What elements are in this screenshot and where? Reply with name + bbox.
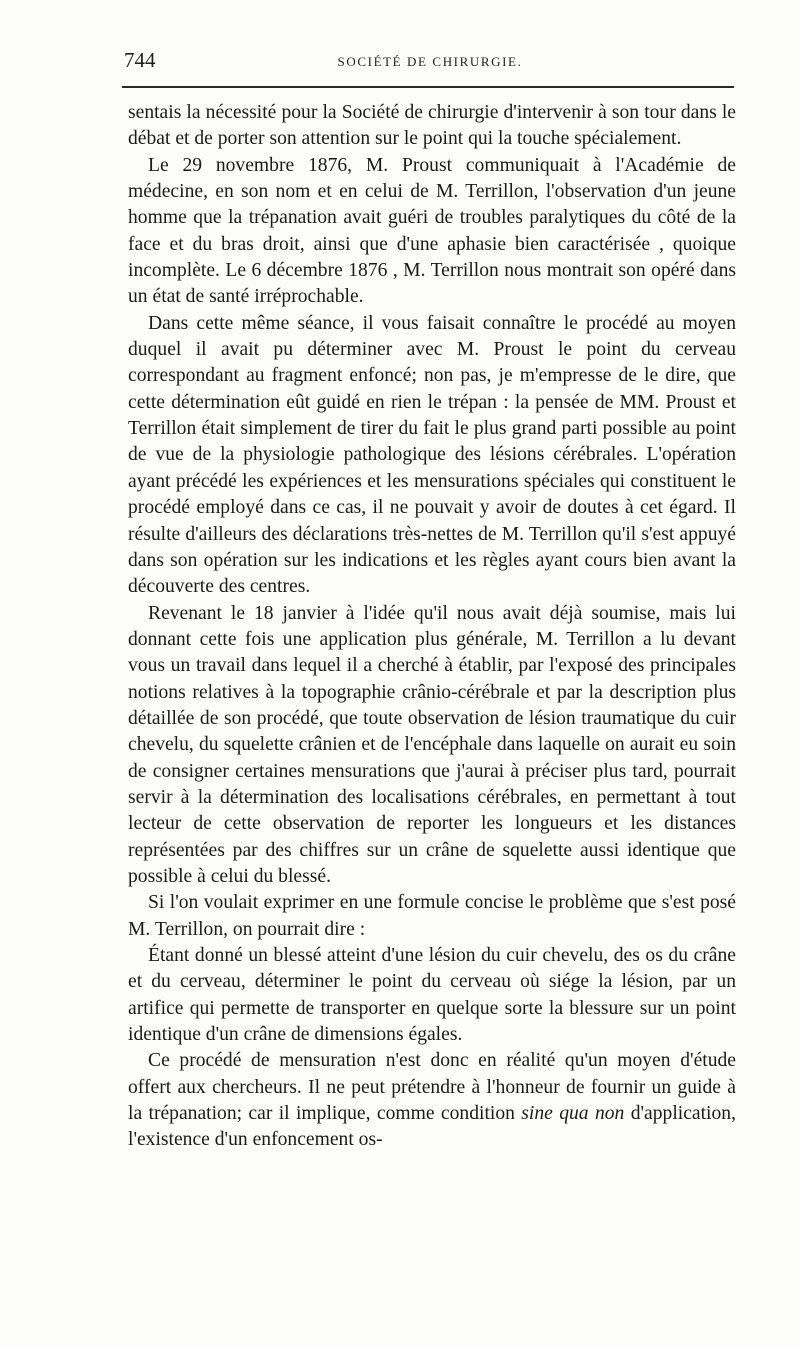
paragraph: Le 29 novembre 1876, M. Proust communiquait à l'Académie de médecine, en son nom et en celui de M. Terrillon, l'observation d'un jeune homme que la trépanation avait guéri de troubles paralytiques du côté de la face et du bras droit, ainsi que d'une aphasie bien caractérisée , quoique incomplète. Le 6 décembre 1876 , M. Terrillon nous montrait son opéré dans un état de santé irréprochable. [128,154,736,308]
page-number: 744 [124,48,156,72]
paragraph-final [128,1048,736,1153]
body-text [128,100,736,1154]
paragraph: Dans cette même séance, il vous faisait connaître le procédé au moyen duquel il avait pu déterminer avec M. Proust le point du cerveau correspondant au fragment enfoncé; non pas, je m'empresse de le dire, que cette détermination eût guidé en rien le trépan : la pensée de MM. Proust et Terrillon était simplement de tirer du fait le plus grand parti possible au point de vue de la physiologie pathologique des lésions cérébrales. L'opération ayant précédé les expériences et les mensurations spéciales qui constituent le procédé employé dans ce cas, il ne pouvait y avoir de doutes à cet égard. Il résulte d'ailleurs des déclarations très-nettes de M. Terrillon qu'il s'est appuyé dans son opération sur les indications et les règles ayant cours bien avant la découverte des centres. [128,312,736,598]
header-rule [122,86,734,88]
paragraph-continuation: sentais la nécessité pour la Société de chirurgie d'intervenir à son tour dans le débat et de porter son attention sur le point qui la touche spécialement. [128,102,736,150]
paragraph: Si l'on voulait exprimer en une formule concise le problème que s'est posé M. Terrillon, on pourrait dire : [128,892,736,940]
paragraph: Étant donné un blessé atteint d'une lésion du cuir chevelu, des os du crâne et du cerveau, déterminer le point du cerveau où siége la lésion, par un artifice qui permette de transporter en quelque sorte la blessure sur un point identique d'un crâne de dimensions égales. [128,945,736,1046]
latin-phrase: sine qua non [521,1103,625,1125]
final-text-before: Ce procédé de mensuration n'est donc en réalité qu'un moyen d'étude offert aux chercheurs. Il ne peut prétendre à l'honneur de fournir un guide à la trépanation; car il implique, comme condition [128,1050,736,1125]
final-text-after: d'application, l'existence d'un enfoncement os- [128,1103,736,1151]
running-title: SOCIÉTÉ DE CHIRURGIE. [337,54,523,69]
page-header [124,48,736,78]
paragraph: Revenant le 18 janvier à l'idée qu'il nous avait déjà soumise, mais lui donnant cette fois une application plus générale, M. Terrillon a lu devant vous un travail dans lequel il a cherché à établir, par l'exposé des principales notions relatives à la topographie crânio-cérébrale et par la description plus détaillée de son procédé, que toute observation de lésion traumatique du cuir chevelu, du squelette crânien et de l'encéphale dans laquelle on aurait eu soin de consigner certaines mensurations que j'aurai à préciser plus tard, pourrait servir à la détermination des localisations cérébrales, en permettant à tout lecteur de cette observation de reporter les longueurs et les distances représentées par des chiffres sur un crâne de squelette aussi identique que possible à celui du blessé. [128,602,736,887]
